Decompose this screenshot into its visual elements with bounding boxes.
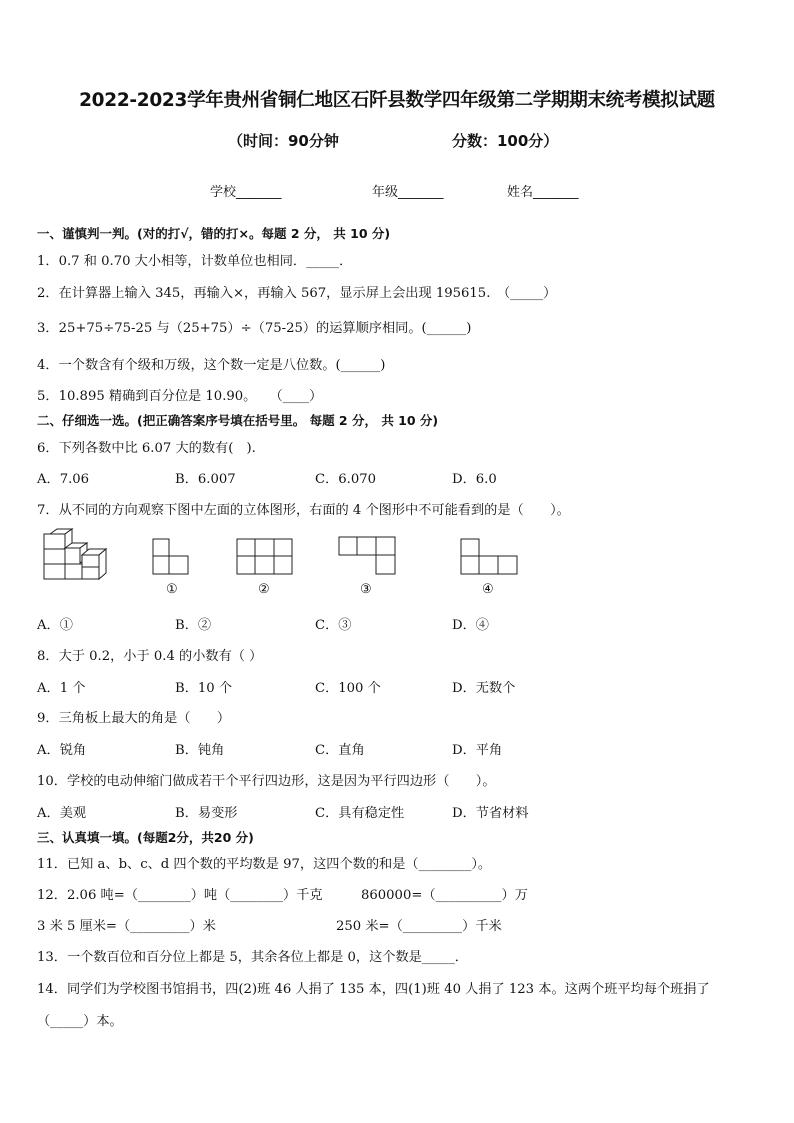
question-12-part-a: 12．2.06 吨=（________）吨（________）千克 xyxy=(37,888,323,903)
exam-time: （时间：90分钟 xyxy=(228,132,339,150)
q9-option-d: D．平角 xyxy=(452,743,503,758)
section-3-header: 三、认真填一填。(每题2分，共20 分) xyxy=(37,830,254,845)
question-3: 3．25+75÷75-25 与（25+75）÷（75-25）的运算顺序相同。(______) xyxy=(37,321,472,336)
q6-option-a: A．7.06 xyxy=(37,472,90,487)
q8-option-b: B．10 个 xyxy=(175,681,233,696)
section-2-header: 二、仔细选一选。(把正确答案序号填在括号里。 每题 2 分， 共 10 分) xyxy=(37,413,439,428)
view-4-label: ④ xyxy=(482,582,494,597)
q8-option-a: A．1 个 xyxy=(37,681,86,696)
question-10: 10．学校的电动伸缩门做成若干个平行四边形，这是因为平行四边形（ ）。 xyxy=(37,774,496,789)
question-9: 9．三角板上最大的角是（ ） xyxy=(37,711,231,726)
question-12-part-b: 860000=（__________）万 xyxy=(361,888,528,903)
question-11: 11．已知 a、b、c、d 四个数的平均数是 97，这四个数的和是（________）。 xyxy=(37,857,492,872)
cube-figure xyxy=(42,528,112,583)
question-8: 8．大于 0.2，小于 0.4 的小数有（ ） xyxy=(37,649,263,664)
q9-option-b: B．钝角 xyxy=(175,743,225,758)
view-2-figure xyxy=(236,538,296,578)
q10-option-b: B．易变形 xyxy=(175,806,238,821)
question-14-line-1: 14．同学们为学校图书馆捐书，四(2)班 46 人捐了 135 本，四(1)班 40 人捐了 123 本。这两个班平均每个班捐了 xyxy=(37,982,710,997)
question-2: 2．在计算器上输入 345，再输入×，再输入 567，显示屏上会出现 195615. （_____） xyxy=(37,286,557,301)
view-4-figure xyxy=(460,538,522,578)
name-field: 姓名_______ xyxy=(507,185,579,200)
school-field: 学校_______ xyxy=(210,185,282,200)
question-6: 6．下列各数中比 6.07 大的数有( ). xyxy=(37,441,256,456)
q8-option-c: C．100 个 xyxy=(315,681,381,696)
q7-option-d: D．④ xyxy=(452,618,489,633)
question-12-part-d: 250 米=（_________）千米 xyxy=(336,919,502,934)
q10-option-c: C．具有稳定性 xyxy=(315,806,405,821)
question-12-part-c: 3 米 5 厘米=（_________）米 xyxy=(37,919,216,934)
q9-option-c: C．直角 xyxy=(315,743,365,758)
q10-option-d: D．节省材料 xyxy=(452,806,529,821)
q7-option-b: B．② xyxy=(175,618,212,633)
question-7: 7．从不同的方向观察下图中左面的立体图形，右面的 4 个图形中不可能看到的是（ ）。 xyxy=(37,503,570,518)
q6-option-b: B．6.007 xyxy=(175,472,236,487)
grade-field: 年级_______ xyxy=(372,185,444,200)
question-4: 4．一个数含有个级和万级，这个数一定是八位数。(______) xyxy=(37,358,386,373)
q6-option-c: C．6.070 xyxy=(315,472,377,487)
view-3-figure xyxy=(338,536,398,578)
q7-option-c: C．③ xyxy=(315,618,352,633)
section-1-header: 一、谨慎判一判。(对的打√，错的打×。每题 2 分， 共 10 分) xyxy=(37,226,391,241)
question-14-line-2: （_____）本。 xyxy=(37,1014,123,1029)
q9-option-a: A．锐角 xyxy=(37,743,87,758)
question-13: 13．一个数百位和百分位上都是 5，其余各位上都是 0，这个数是_____． xyxy=(37,950,468,965)
q8-option-d: D．无数个 xyxy=(452,681,516,696)
q10-option-a: A．美观 xyxy=(37,806,87,821)
view-2-label: ② xyxy=(258,582,270,597)
exam-score: 分数：100分） xyxy=(452,132,559,150)
view-3-label: ③ xyxy=(360,582,372,597)
page-title: 2022-2023学年贵州省铜仁地区石阡县数学四年级第二学期期末统考模拟试题 xyxy=(79,90,715,111)
question-1: 1．0.7 和 0.70 大小相等，计数单位也相同．_____． xyxy=(37,254,353,269)
q6-option-d: D．6.0 xyxy=(452,472,497,487)
question-5: 5．10.895 精确到百分位是 10.90。 （____） xyxy=(37,389,323,404)
q7-option-a: A．① xyxy=(37,618,73,633)
view-1-label: ① xyxy=(166,582,178,597)
view-1-figure xyxy=(152,538,192,578)
